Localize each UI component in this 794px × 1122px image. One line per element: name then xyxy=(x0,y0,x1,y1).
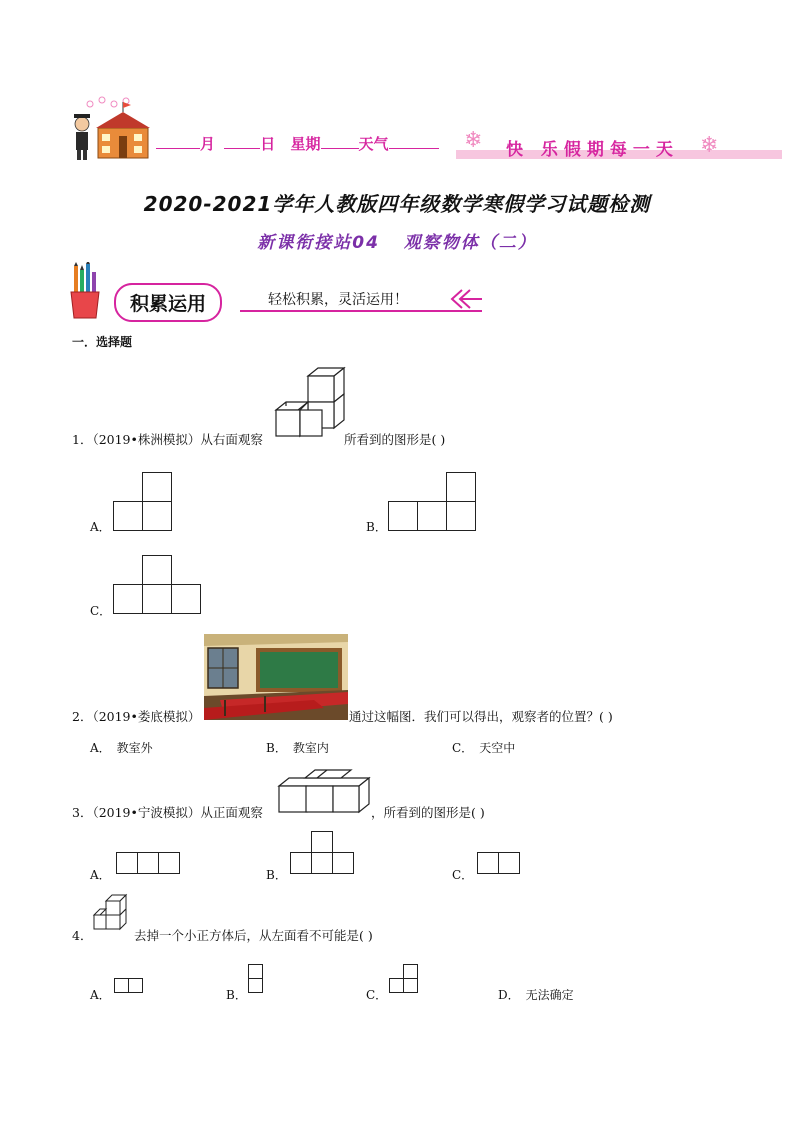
section-motto: 轻松积累，灵活运用！ xyxy=(268,292,408,308)
option-text: 教室外 xyxy=(116,741,153,755)
option-label: C． xyxy=(90,604,112,618)
option-label: A． xyxy=(90,741,111,755)
option-label: D． xyxy=(498,988,520,1002)
date-weather-line xyxy=(156,133,439,154)
day-label: 日 xyxy=(260,135,276,153)
weekday-label: 星期 xyxy=(290,135,321,153)
badge-underline xyxy=(240,310,482,312)
section-heading: 一．选择题 xyxy=(72,335,133,349)
q2-option-b[interactable] xyxy=(266,739,329,756)
q3-option-a[interactable] xyxy=(90,866,111,883)
option-label: B． xyxy=(226,988,247,1002)
header-illustration xyxy=(68,96,154,162)
pencil-cup-icon xyxy=(68,262,102,320)
weather-blank[interactable] xyxy=(389,134,439,149)
q4-option-a-figure[interactable] xyxy=(114,978,144,994)
question-2 xyxy=(72,707,200,725)
option-label: A． xyxy=(90,520,111,534)
classroom-picture xyxy=(204,634,348,720)
page-title: 2020-2021学年人教版四年级数学寒假学习试题检测 xyxy=(143,192,651,216)
day-blank[interactable] xyxy=(224,134,260,149)
header-slogan: 快 乐假期每一天 xyxy=(506,140,679,160)
q4-option-c-figure[interactable] xyxy=(389,964,419,994)
weather-label: 天气 xyxy=(358,135,389,153)
q1-option-a-figure[interactable] xyxy=(113,472,173,532)
q4-option-a[interactable] xyxy=(90,986,111,1003)
question-1 xyxy=(72,430,772,448)
option-label: C． xyxy=(366,988,388,1002)
q3-text-after: ，所看到的图形是( ) xyxy=(371,805,485,820)
weekday-blank[interactable] xyxy=(321,134,359,149)
page-subtitle: 新课衔接站04 观察物体（二） xyxy=(257,233,537,253)
q3-number: 3． xyxy=(72,805,93,820)
question-3 xyxy=(72,803,263,821)
snowflake-icon-right: ❄ xyxy=(700,133,719,158)
q3-option-b[interactable] xyxy=(266,866,287,883)
q4-solid-figure xyxy=(92,893,132,931)
q3-solid-figure xyxy=(277,768,371,814)
month-label: 月 xyxy=(200,135,216,153)
double-arrow-icon xyxy=(448,287,482,311)
q1-option-a[interactable] xyxy=(90,518,111,535)
q1-option-c-figure[interactable] xyxy=(113,555,203,615)
option-label: A． xyxy=(90,988,111,1002)
month-blank[interactable] xyxy=(156,134,200,149)
q2-number: 2． xyxy=(72,709,93,724)
q4-option-d[interactable] xyxy=(498,986,574,1003)
q4-option-c[interactable] xyxy=(366,986,387,1003)
q4-text-after: 去掉一个小正方体后，从左面看不可能是( ) xyxy=(134,928,373,943)
q2-text-after: 通过这幅图．我们可以得出，观察者的位置？( ) xyxy=(349,709,613,724)
section-badge: 积累运用 xyxy=(114,283,222,322)
question-4 xyxy=(72,926,92,944)
q3-option-a-figure[interactable] xyxy=(116,852,180,876)
q1-option-b[interactable] xyxy=(366,518,387,535)
q3-option-c-figure[interactable] xyxy=(477,852,521,876)
option-label: B． xyxy=(366,520,387,534)
q1-number: 1． xyxy=(72,432,93,447)
q2-option-c[interactable] xyxy=(452,739,515,756)
option-text: 天空中 xyxy=(479,741,516,755)
q1-text-after: 所看到的图形是( ) xyxy=(344,432,446,447)
option-label: C． xyxy=(452,868,474,882)
q3-text-before: （2019•宁波模拟）从正面观察 xyxy=(92,805,263,820)
option-label: C． xyxy=(452,741,474,755)
q3-option-c[interactable] xyxy=(452,866,473,883)
option-label: A． xyxy=(90,868,111,882)
q1-option-c[interactable] xyxy=(90,602,111,619)
q3-option-b-figure[interactable] xyxy=(290,831,354,876)
q4-number: 4． xyxy=(72,928,93,943)
q4-option-b[interactable] xyxy=(226,986,247,1003)
option-label: B． xyxy=(266,741,287,755)
q2-text-before: （2019•娄底模拟） xyxy=(92,709,201,724)
q4-option-b-figure[interactable] xyxy=(248,964,264,994)
option-text: 无法确定 xyxy=(525,988,574,1002)
snowflake-icon: ❄ xyxy=(464,128,483,153)
q2-option-a[interactable] xyxy=(90,739,153,756)
option-text: 教室内 xyxy=(292,741,329,755)
option-label: B． xyxy=(266,868,287,882)
q1-option-b-figure[interactable] xyxy=(388,472,478,532)
q1-text-before: （2019•株洲模拟）从右面观察 xyxy=(92,432,263,447)
